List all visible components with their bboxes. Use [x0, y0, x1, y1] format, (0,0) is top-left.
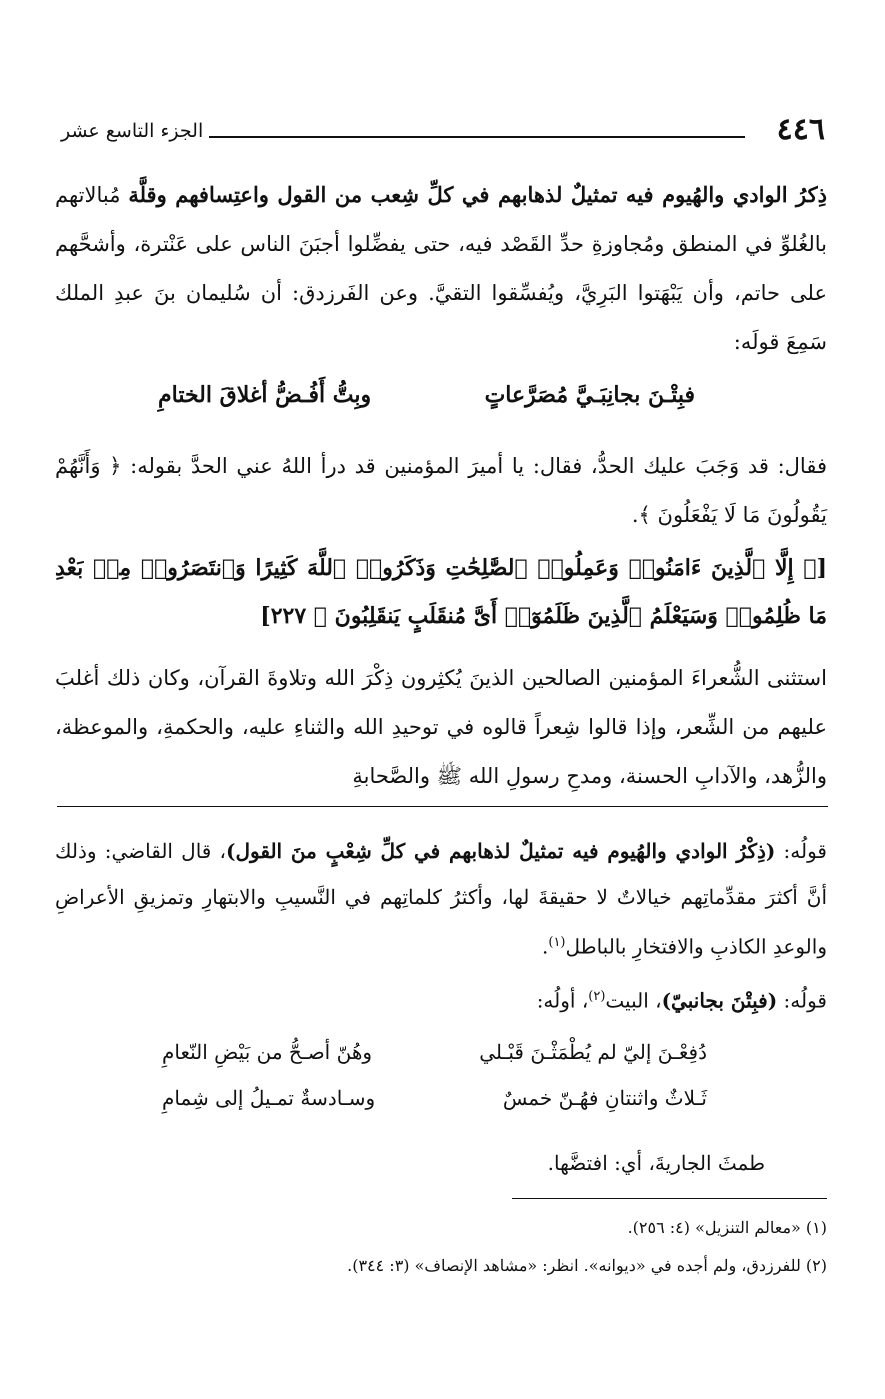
part-title: الجزء التاسع عشر: [55, 116, 209, 146]
running-header: [55, 112, 825, 152]
commentary-1-prefix: قولُه:: [775, 839, 827, 863]
commentary-1-end: .: [542, 934, 549, 959]
commentary-2-mid: ، البيت: [605, 988, 662, 1013]
footnote-2: (٢) للفرزدق، ولم أجده في «ديوانه». انظر: «مشاهد الإنصاف» (٣: ٣٤٤).: [347, 1256, 827, 1275]
page-number: ٤٤٦: [776, 112, 825, 147]
commentary-2: [537, 974, 827, 1024]
verse-2-line-1-second: وهُنّ أصـحُّ من بَيْضِ النّعامِ: [162, 1040, 373, 1064]
commentary-2-quote: (فبِتْنَ بجانبيّ): [661, 988, 778, 1013]
commentary-1: [55, 828, 827, 970]
main-paragraph-2: فقال: قد وَجَبَ عليك الحدُّ، فقال: يا أميرَ المؤمنين قد درأ اللهُ عني الحدَّ بقوله: ﴿ وَأَنَّهُمْ يَقُولُونَ مَا لَا يَفْعَلُونَ ﴾.: [55, 454, 827, 527]
verse-1-first-hemistich: فبِتْـنَ بجانِبَـيَّ مُصَرَّعاتٍ: [484, 382, 695, 408]
commentary-2-end: ، أولُه:: [536, 988, 589, 1013]
quran-verse: [﴿ إِلَّا ٱلَّذِينَ ءَامَنُوا۟ وَعَمِلُوا۟ ٱلصَّٰلِحَٰتِ وَذَكَرُوا۟ ٱللَّهَ كَثِيرًا وَٱنتَصَرُوا۟ مِنۢ بَعْدِ مَا ظُلِمُوا۟ وَسَيَعْلَمُ ٱلَّذِينَ ظَلَمُوٓا۟ أَىَّ مُنقَلَبٍ يَنقَلِبُونَ ﴾ ٢٢٧]: [55, 555, 827, 629]
commentary-3: طمثَ الجاريةَ، أي: افتضَّها.: [547, 1151, 765, 1175]
footnote-ref-2[interactable]: (٢): [588, 989, 606, 1004]
footnote-separator: [512, 1198, 827, 1199]
verse-2-line-2-first: ثَـلاثٌ واثنتانِ فهُـنّ خمسٌ: [502, 1086, 707, 1110]
main-paragraph-1-lead: ذِكرُ الوادي والهُيوم فيه تمثيلٌ لذهابهم في كلِّ شِعب من القول واعتِسافهم وقلَّة: [128, 182, 827, 207]
header-rule: [205, 136, 745, 138]
commentary-1-quote: (ذِكْرُ الوادي والهُيوم فيه تمثيلٌ لذهابهم في كلِّ شِعْبٍ منَ القول): [226, 839, 776, 863]
verse-2-line-2-second: وسـادسةٌ تمـيلُ إلى شِمامِ: [162, 1086, 376, 1110]
commentary-1-rest: ، قال القاضي: وذلك أنَّ أكثرَ مقدِّماتِهم خيالاتٌ لا حقيقةَ لها، وأكثرُ كلماتِهم في النَّسيبِ والابتهارِ وتمزيقِ الأعراضِ والوعدِ الكاذبِ والافتخارِ بالباطل: [55, 839, 827, 959]
commentary-separator: [57, 806, 828, 807]
footnote-ref-1[interactable]: (١): [548, 935, 566, 950]
footnote-1: (١) «معالم التنزيل» (٤: ٢٥٦).: [627, 1218, 827, 1237]
verse-1-second-hemistich: وبِتُّ أَفُـضُّ أغلاقَ الختامِ: [158, 382, 372, 408]
main-paragraph-1: [55, 170, 827, 367]
main-paragraph-1-rest: مُبالاتهم بالغُلوِّ في المنطق ومُجاوزةِ حدِّ القَصْد فيه، حتى يفضِّلوا أجبَنَ الناس على عَنْترة، وأشحَّهم على حاتم، وأن يَبْهَتوا البَرِيَّ، ويُفسِّقوا التقيَّ. وعن الفَرزدق: أن سُليمان بنَ عبدِ الملك سَمِعَ قولَه:: [55, 183, 827, 354]
verse-2-line-1-first: دُفِعْـنَ إليّ لم يُطْمَثْـنَ قَبْـلي: [479, 1040, 707, 1064]
main-paragraph-3: استثنى الشُّعراءَ المؤمنين الصالحين الذينَ يُكثِرون ذِكْرَ الله وتلاوةَ القرآن، وكان ذلك أغلبَ عليهم من الشِّعر، وإذا قالوا شِعراً قالوه في توحيدِ الله والثناءِ عليه، والحكمةِ، والموعظة، والزُّهد، والآدابِ الحسنة، ومدحِ رسولِ الله ﷺ والصَّحابةِ: [55, 666, 827, 788]
commentary-2-prefix: قولُه:: [777, 988, 827, 1013]
